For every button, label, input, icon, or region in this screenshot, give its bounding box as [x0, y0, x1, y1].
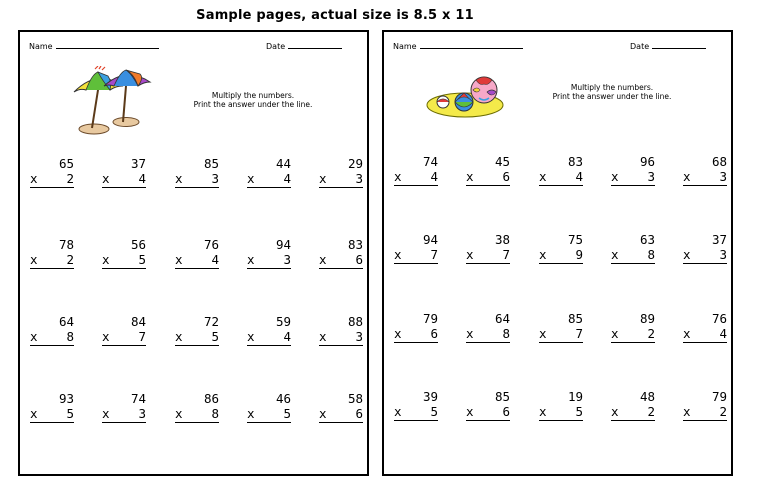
multiplicand: 63 [639, 232, 655, 247]
answer-line [611, 263, 655, 264]
multiplication-problem [319, 391, 363, 425]
answer-line [466, 263, 510, 264]
multiplier: 4 [575, 169, 583, 184]
multiply-operator: x [683, 326, 691, 341]
multiplicand: 96 [639, 154, 655, 169]
multiplier: 2 [647, 404, 655, 419]
multiply-operator: x [175, 252, 183, 267]
multiplicand: 64 [494, 311, 510, 326]
multiply-operator: x [466, 169, 474, 184]
multiplicand: 44 [275, 156, 291, 171]
multiplication-problem [683, 232, 727, 266]
answer-line [611, 342, 655, 343]
date-line [652, 40, 706, 49]
multiply-operator: x [247, 329, 255, 344]
multiplication-problem [175, 314, 219, 348]
multiplicand: 64 [58, 314, 74, 329]
multiply-operator: x [611, 169, 619, 184]
multiply-operator: x [466, 326, 474, 341]
multiplier: 5 [283, 406, 291, 421]
multiplication-problem [611, 154, 655, 188]
name-line [56, 40, 159, 49]
answer-line [683, 420, 727, 421]
answer-line [30, 268, 74, 269]
multiplier: 6 [355, 252, 363, 267]
multiplier: 7 [430, 247, 438, 262]
multiply-operator: x [175, 329, 183, 344]
multiply-operator: x [102, 406, 110, 421]
multiplicand: 74 [422, 154, 438, 169]
instructions-line-2: Print the answer under the line. [552, 92, 672, 101]
multiply-operator: x [30, 406, 38, 421]
multiplicand: 76 [203, 237, 219, 252]
multiplication-problem [175, 391, 219, 425]
multiplication-problem [611, 232, 655, 266]
answer-line [611, 420, 655, 421]
name-line [420, 40, 523, 49]
answer-line [611, 185, 655, 186]
multiplication-problem [539, 232, 583, 266]
answer-line [683, 185, 727, 186]
multiply-operator: x [466, 247, 474, 262]
multiplication-problem [539, 389, 583, 423]
instructions [547, 83, 677, 101]
multiplicand: 65 [58, 156, 74, 171]
multiplication-problem [319, 314, 363, 348]
multiplicand: 94 [422, 232, 438, 247]
multiplier: 5 [211, 329, 219, 344]
multiplication-problem [394, 154, 438, 188]
multiplicand: 39 [422, 389, 438, 404]
multiplier: 8 [647, 247, 655, 262]
answer-line [247, 422, 291, 423]
date-field [266, 40, 342, 51]
multiplication-problem [539, 154, 583, 188]
multiply-operator: x [247, 252, 255, 267]
multiplicand: 76 [711, 311, 727, 326]
multiply-operator: x [539, 326, 547, 341]
multiply-operator: x [319, 252, 327, 267]
multiplier: 3 [211, 171, 219, 186]
multiplier: 4 [719, 326, 727, 341]
multiplicand: 89 [639, 311, 655, 326]
multiplier: 3 [719, 247, 727, 262]
multiply-operator: x [611, 326, 619, 341]
multiply-operator: x [319, 406, 327, 421]
page-caption: Sample pages, actual size is 8.5 x 11 [196, 8, 474, 23]
multiply-operator: x [466, 404, 474, 419]
multiply-operator: x [319, 171, 327, 186]
name-field [29, 40, 159, 51]
multiplicand: 88 [347, 314, 363, 329]
answer-line [683, 263, 727, 264]
multiplication-problem [683, 389, 727, 423]
answer-line [539, 185, 583, 186]
multiply-operator: x [611, 247, 619, 262]
name-field [393, 40, 523, 51]
multiplier: 8 [211, 406, 219, 421]
multiplier: 6 [502, 169, 510, 184]
multiplication-problem [539, 311, 583, 345]
multiplier: 2 [719, 404, 727, 419]
beach-umbrellas-icon [68, 66, 158, 142]
answer-line [539, 263, 583, 264]
multiplication-problem [30, 391, 74, 425]
answer-line [466, 342, 510, 343]
multiplicand: 85 [494, 389, 510, 404]
multiplier: 7 [138, 329, 146, 344]
answer-line [175, 345, 219, 346]
multiplier: 3 [719, 169, 727, 184]
multiply-operator: x [394, 326, 402, 341]
multiply-operator: x [319, 329, 327, 344]
multiplication-problem [466, 154, 510, 188]
multiplicand: 83 [347, 237, 363, 252]
multiplier: 2 [66, 171, 74, 186]
answer-line [175, 422, 219, 423]
multiplier: 3 [138, 406, 146, 421]
multiplication-problem [466, 389, 510, 423]
answer-line [466, 185, 510, 186]
multiplicand: 79 [711, 389, 727, 404]
multiply-operator: x [539, 404, 547, 419]
multiplier: 5 [575, 404, 583, 419]
multiplier: 3 [647, 169, 655, 184]
answer-line [319, 422, 363, 423]
worksheet-right [382, 30, 733, 476]
multiplicand: 94 [275, 237, 291, 252]
multiplicand: 74 [130, 391, 146, 406]
multiplicand: 46 [275, 391, 291, 406]
multiplicand: 37 [711, 232, 727, 247]
answer-line [175, 268, 219, 269]
answer-line [539, 420, 583, 421]
multiplication-problem [394, 232, 438, 266]
multiplier: 6 [355, 406, 363, 421]
multiplicand: 85 [203, 156, 219, 171]
multiplication-problem [102, 237, 146, 271]
multiplier: 7 [575, 326, 583, 341]
answer-line [394, 185, 438, 186]
answer-line [394, 342, 438, 343]
multiplier: 8 [66, 329, 74, 344]
multiply-operator: x [102, 329, 110, 344]
multiplication-problem [247, 314, 291, 348]
multiplicand: 75 [567, 232, 583, 247]
multiplication-problem [683, 154, 727, 188]
multiplier: 5 [66, 406, 74, 421]
multiply-operator: x [175, 406, 183, 421]
multiply-operator: x [683, 404, 691, 419]
multiplicand: 29 [347, 156, 363, 171]
multiplication-problem [102, 314, 146, 348]
answer-line [30, 345, 74, 346]
multiplicand: 59 [275, 314, 291, 329]
instructions-line-2: Print the answer under the line. [193, 100, 313, 109]
multiply-operator: x [247, 406, 255, 421]
answer-line [175, 187, 219, 188]
multiplication-problem [102, 156, 146, 190]
answer-line [30, 187, 74, 188]
answer-line [247, 187, 291, 188]
multiplication-problem [30, 314, 74, 348]
multiplicand: 79 [422, 311, 438, 326]
multiplicand: 84 [130, 314, 146, 329]
beach-balls-icon [424, 72, 506, 124]
answer-line [102, 268, 146, 269]
multiplicand: 56 [130, 237, 146, 252]
multiply-operator: x [683, 169, 691, 184]
multiplier: 5 [138, 252, 146, 267]
multiply-operator: x [247, 171, 255, 186]
instructions-line-1: Multiply the numbers. [211, 91, 295, 100]
multiplier: 9 [575, 247, 583, 262]
instructions-line-1: Multiply the numbers. [570, 83, 654, 92]
answer-line [102, 422, 146, 423]
multiplication-problem [611, 389, 655, 423]
answer-line [319, 345, 363, 346]
multiplication-problem [394, 389, 438, 423]
multiplication-problem [175, 156, 219, 190]
multiplication-problem [247, 237, 291, 271]
date-label: Date [266, 42, 286, 51]
multiplication-problem [466, 311, 510, 345]
multiplicand: 48 [639, 389, 655, 404]
multiplier: 4 [283, 171, 291, 186]
multiplicand: 72 [203, 314, 219, 329]
multiplier: 4 [283, 329, 291, 344]
multiplicand: 45 [494, 154, 510, 169]
multiplicand: 93 [58, 391, 74, 406]
answer-line [102, 345, 146, 346]
multiply-operator: x [30, 252, 38, 267]
multiply-operator: x [175, 171, 183, 186]
answer-line [319, 268, 363, 269]
answer-line [319, 187, 363, 188]
answer-line [102, 187, 146, 188]
answer-line [247, 268, 291, 269]
multiplication-problem [319, 156, 363, 190]
multiply-operator: x [102, 171, 110, 186]
multiplicand: 85 [567, 311, 583, 326]
multiplication-problem [319, 237, 363, 271]
date-line [288, 40, 342, 49]
multiply-operator: x [30, 329, 38, 344]
multiplicand: 58 [347, 391, 363, 406]
multiplication-problem [30, 156, 74, 190]
multiplier: 2 [647, 326, 655, 341]
multiply-operator: x [394, 404, 402, 419]
answer-line [394, 263, 438, 264]
multiplier: 2 [66, 252, 74, 267]
multiplier: 4 [430, 169, 438, 184]
name-label: Name [393, 42, 417, 51]
multiplier: 4 [211, 252, 219, 267]
answer-line [683, 342, 727, 343]
multiply-operator: x [30, 171, 38, 186]
multiplier: 8 [502, 326, 510, 341]
multiplication-problem [683, 311, 727, 345]
multiplier: 7 [502, 247, 510, 262]
answer-line [247, 345, 291, 346]
answer-line [466, 420, 510, 421]
multiplier: 3 [355, 329, 363, 344]
multiplication-problem [30, 237, 74, 271]
instructions [188, 91, 318, 109]
multiplicand: 86 [203, 391, 219, 406]
multiply-operator: x [683, 247, 691, 262]
multiplicand: 83 [567, 154, 583, 169]
answer-line [394, 420, 438, 421]
multiply-operator: x [394, 169, 402, 184]
date-label: Date [630, 42, 650, 51]
multiply-operator: x [539, 247, 547, 262]
multiplication-problem [247, 156, 291, 190]
answer-line [539, 342, 583, 343]
multiplication-problem [466, 232, 510, 266]
multiplicand: 37 [130, 156, 146, 171]
multiplication-problem [611, 311, 655, 345]
multiply-operator: x [394, 247, 402, 262]
multiplicand: 68 [711, 154, 727, 169]
multiplication-problem [394, 311, 438, 345]
multiplicand: 78 [58, 237, 74, 252]
multiplicand: 19 [567, 389, 583, 404]
multiply-operator: x [539, 169, 547, 184]
multiplicand: 38 [494, 232, 510, 247]
multiply-operator: x [102, 252, 110, 267]
multiplier: 3 [283, 252, 291, 267]
multiply-operator: x [611, 404, 619, 419]
multiplier: 6 [430, 326, 438, 341]
name-label: Name [29, 42, 53, 51]
answer-line [30, 422, 74, 423]
multiplication-problem [102, 391, 146, 425]
multiplier: 6 [502, 404, 510, 419]
worksheet-left [18, 30, 369, 476]
multiplier: 4 [138, 171, 146, 186]
multiplication-problem [247, 391, 291, 425]
multiplier: 5 [430, 404, 438, 419]
date-field [630, 40, 706, 51]
multiplication-problem [175, 237, 219, 271]
multiplier: 3 [355, 171, 363, 186]
